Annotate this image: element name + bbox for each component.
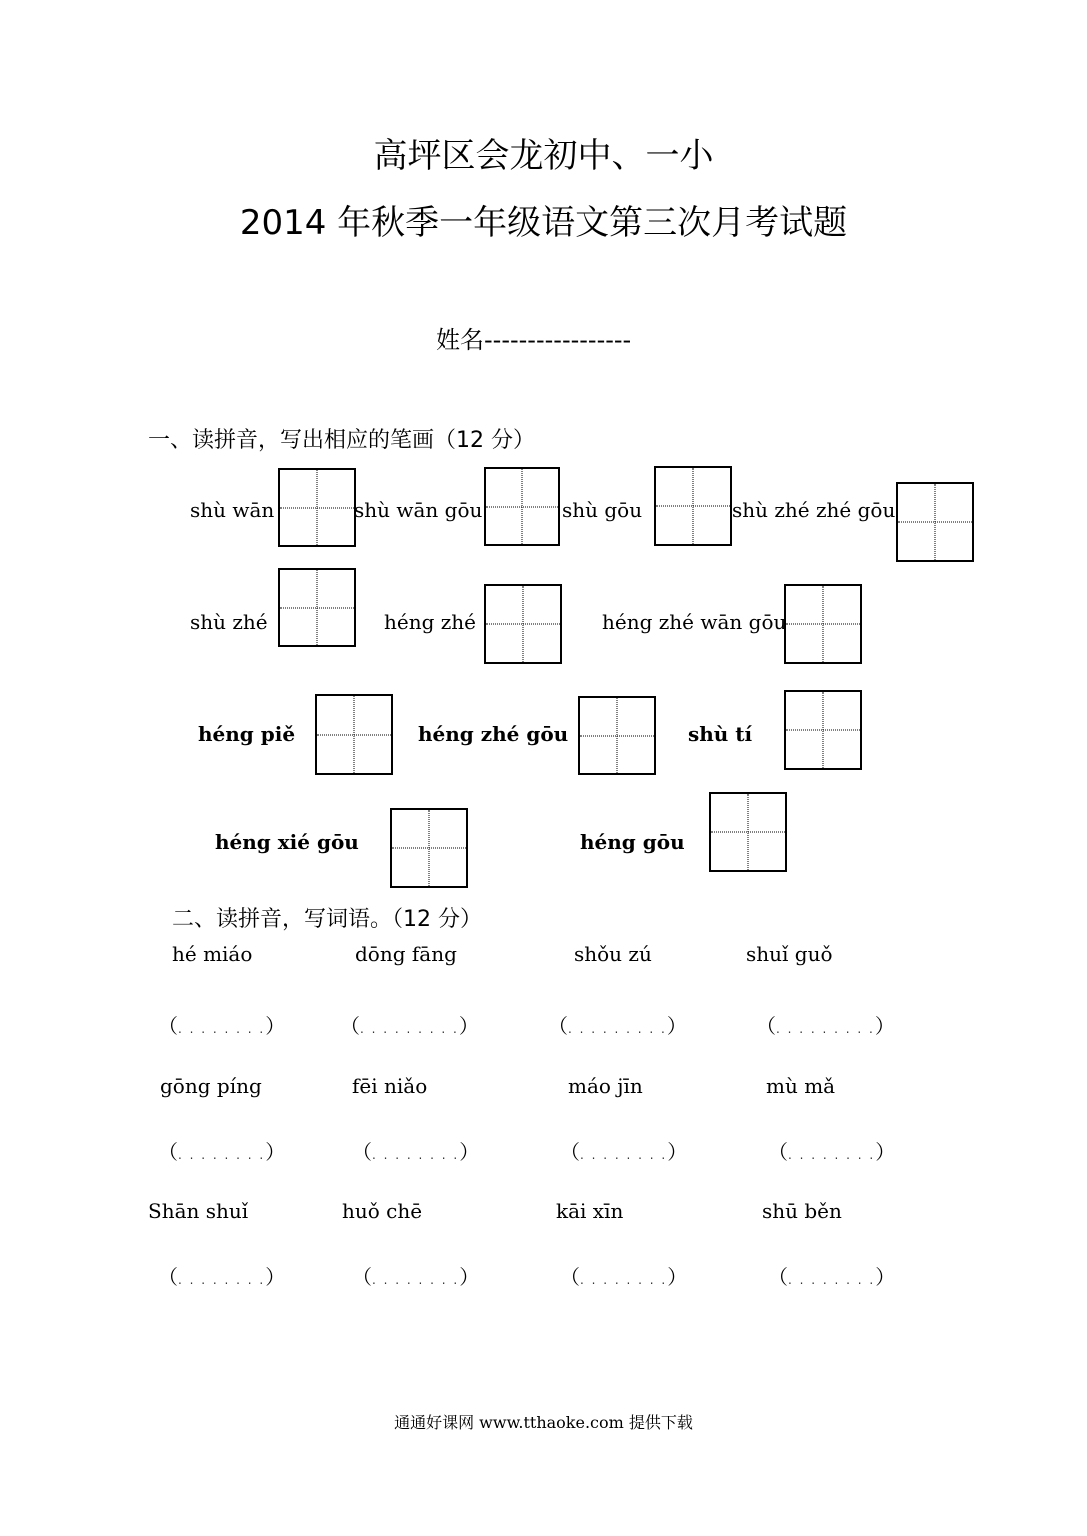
writing-grid-box[interactable] bbox=[390, 808, 468, 888]
writing-grid-box[interactable] bbox=[278, 568, 356, 647]
answer-blank[interactable]: （. . . . . . . . .） bbox=[340, 1014, 479, 1038]
answer-blank[interactable]: （. . . . . . . .） bbox=[768, 1265, 896, 1289]
section2-heading: 二、读拼音，写词语。（12 分） bbox=[172, 907, 482, 932]
answer-blank[interactable]: （. . . . . . . .） bbox=[158, 1265, 286, 1289]
stroke-pinyin: shù zhé bbox=[190, 610, 268, 634]
word-pinyin: shū běn bbox=[762, 1199, 842, 1223]
title-line-2: 2014 年秋季一年级语文第三次月考试题 bbox=[239, 203, 848, 243]
stroke-pinyin: héng zhé wān gōu bbox=[602, 610, 787, 634]
stroke-pinyin: shù wān gōu bbox=[354, 498, 483, 522]
answer-blank[interactable]: （. . . . . . . .） bbox=[158, 1140, 286, 1164]
stroke-pinyin: shù tí bbox=[688, 722, 753, 746]
word-pinyin: hé miáo bbox=[172, 942, 253, 966]
word-pinyin: huǒ chē bbox=[342, 1199, 423, 1223]
writing-grid-box[interactable] bbox=[784, 690, 862, 770]
footer-source: 通通好课网 www.tthaoke.com 提供下载 bbox=[394, 1413, 693, 1432]
stroke-pinyin: héng piě bbox=[198, 722, 296, 746]
writing-grid-box[interactable] bbox=[484, 584, 562, 664]
word-pinyin: kāi xīn bbox=[556, 1199, 624, 1223]
writing-grid-box[interactable] bbox=[278, 468, 356, 547]
section1-heading: 一、读拼音，写出相应的笔画（12 分） bbox=[148, 428, 535, 453]
writing-grid-box[interactable] bbox=[654, 466, 732, 546]
writing-grid-box[interactable] bbox=[484, 467, 560, 546]
word-pinyin: dōng fāng bbox=[355, 942, 457, 966]
stroke-pinyin: héng zhé gōu bbox=[418, 722, 569, 746]
stroke-pinyin: shù wān bbox=[190, 498, 275, 522]
answer-blank[interactable]: （. . . . . . . . .） bbox=[756, 1014, 895, 1038]
answer-blank[interactable]: （. . . . . . . .） bbox=[352, 1265, 480, 1289]
writing-grid-box[interactable] bbox=[578, 696, 656, 775]
word-pinyin: shuǐ guǒ bbox=[746, 942, 833, 966]
answer-blank[interactable]: （. . . . . . . .） bbox=[560, 1265, 688, 1289]
word-pinyin: shǒu zú bbox=[574, 942, 652, 966]
title-line-1: 高坪区会龙初中、一小 bbox=[373, 136, 714, 176]
writing-grid-box[interactable] bbox=[784, 584, 862, 664]
writing-grid-box[interactable] bbox=[315, 694, 393, 775]
writing-grid-box[interactable] bbox=[709, 792, 787, 872]
word-pinyin: máo jīn bbox=[568, 1074, 643, 1098]
stroke-pinyin: héng zhé bbox=[384, 610, 477, 634]
answer-blank[interactable]: （. . . . . . . .） bbox=[352, 1140, 480, 1164]
name-field-label: 姓名----------------- bbox=[436, 326, 632, 354]
stroke-pinyin: shù gōu bbox=[562, 498, 643, 522]
answer-blank[interactable]: （. . . . . . . .） bbox=[560, 1140, 688, 1164]
word-pinyin: fēi niǎo bbox=[352, 1074, 428, 1098]
answer-blank[interactable]: （. . . . . . . .） bbox=[768, 1140, 896, 1164]
word-pinyin: mù mǎ bbox=[766, 1074, 836, 1098]
stroke-pinyin: shù zhé zhé gōu bbox=[732, 498, 896, 522]
answer-blank[interactable]: （. . . . . . . . .） bbox=[548, 1014, 687, 1038]
word-pinyin: gōng píng bbox=[160, 1074, 262, 1098]
word-pinyin: Shān shuǐ bbox=[148, 1199, 249, 1223]
answer-blank[interactable]: （. . . . . . . .） bbox=[158, 1014, 286, 1038]
writing-grid-box[interactable] bbox=[896, 482, 974, 562]
stroke-pinyin: héng xié gōu bbox=[215, 830, 359, 854]
stroke-pinyin: héng gōu bbox=[580, 830, 685, 854]
